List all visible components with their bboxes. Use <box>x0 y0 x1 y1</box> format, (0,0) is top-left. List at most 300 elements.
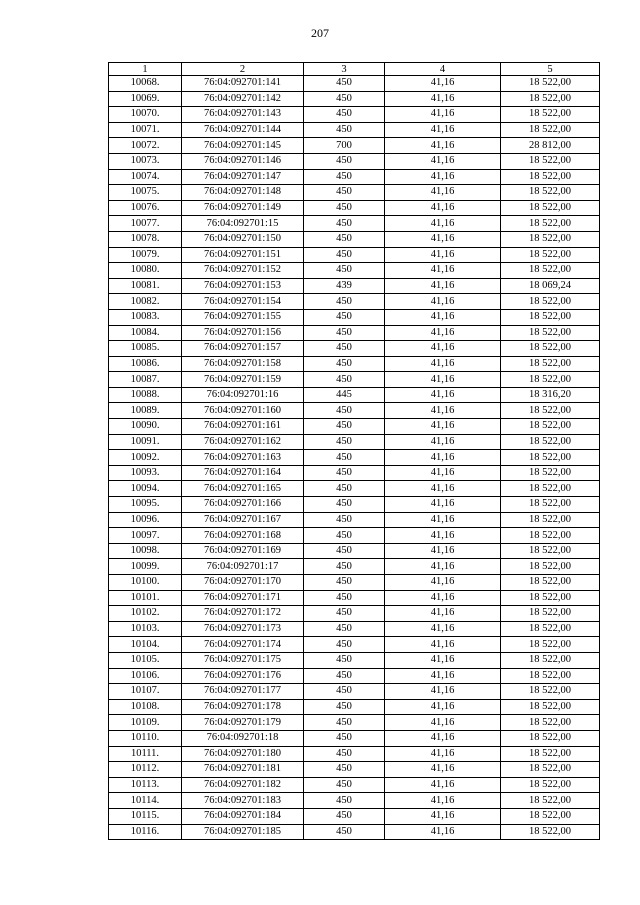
rate-cell: 41,16 <box>385 715 501 731</box>
table-row <box>109 497 600 513</box>
table-row <box>109 715 600 731</box>
amount-cell: 18 522,00 <box>501 419 600 435</box>
row-number-cell: 10101. <box>109 590 182 606</box>
table-row <box>109 699 600 715</box>
amount-cell: 18 522,00 <box>501 652 600 668</box>
rate-cell: 41,16 <box>385 419 501 435</box>
table-header-row <box>109 63 600 76</box>
rate-cell: 41,16 <box>385 403 501 419</box>
cadastral-number-cell: 76:04:092701:172 <box>182 606 304 622</box>
row-number-cell: 10102. <box>109 606 182 622</box>
cadastral-number-cell: 76:04:092701:174 <box>182 637 304 653</box>
area-cell: 450 <box>304 762 385 778</box>
rate-cell: 41,16 <box>385 497 501 513</box>
table-row <box>109 294 600 310</box>
amount-cell: 18 522,00 <box>501 122 600 138</box>
cadastral-number-cell: 76:04:092701:148 <box>182 185 304 201</box>
amount-cell: 18 522,00 <box>501 668 600 684</box>
table-row <box>109 138 600 154</box>
amount-cell: 18 316,20 <box>501 387 600 403</box>
area-cell: 450 <box>304 824 385 840</box>
area-cell: 450 <box>304 808 385 824</box>
amount-cell: 18 522,00 <box>501 762 600 778</box>
rate-cell: 41,16 <box>385 216 501 232</box>
table-row <box>109 122 600 138</box>
area-cell: 450 <box>304 372 385 388</box>
area-cell: 450 <box>304 559 385 575</box>
amount-cell: 18 522,00 <box>501 372 600 388</box>
row-number-cell: 10106. <box>109 668 182 684</box>
cadastral-number-cell: 76:04:092701:164 <box>182 465 304 481</box>
area-cell: 450 <box>304 419 385 435</box>
amount-cell: 18 522,00 <box>501 590 600 606</box>
amount-cell: 18 522,00 <box>501 247 600 263</box>
amount-cell: 18 522,00 <box>501 621 600 637</box>
amount-cell: 18 522,00 <box>501 403 600 419</box>
column-header: 3 <box>304 63 385 76</box>
cadastral-number-cell: 76:04:092701:149 <box>182 200 304 216</box>
amount-cell: 18 522,00 <box>501 824 600 840</box>
row-number-cell: 10077. <box>109 216 182 232</box>
cadastral-number-cell: 76:04:092701:161 <box>182 419 304 435</box>
table-row <box>109 684 600 700</box>
table-row <box>109 107 600 123</box>
amount-cell: 18 522,00 <box>501 481 600 497</box>
rate-cell: 41,16 <box>385 621 501 637</box>
row-number-cell: 10090. <box>109 419 182 435</box>
rate-cell: 41,16 <box>385 372 501 388</box>
area-cell: 450 <box>304 434 385 450</box>
table-row <box>109 403 600 419</box>
table-row <box>109 793 600 809</box>
area-cell: 450 <box>304 153 385 169</box>
area-cell: 450 <box>304 730 385 746</box>
area-cell: 450 <box>304 309 385 325</box>
area-cell: 700 <box>304 138 385 154</box>
area-cell: 450 <box>304 621 385 637</box>
rate-cell: 41,16 <box>385 481 501 497</box>
area-cell: 450 <box>304 590 385 606</box>
area-cell: 450 <box>304 465 385 481</box>
amount-cell: 18 522,00 <box>501 231 600 247</box>
cadastral-number-cell: 76:04:092701:156 <box>182 325 304 341</box>
rate-cell: 41,16 <box>385 512 501 528</box>
row-number-cell: 10070. <box>109 107 182 123</box>
rate-cell: 41,16 <box>385 263 501 279</box>
amount-cell: 18 522,00 <box>501 528 600 544</box>
amount-cell: 18 522,00 <box>501 684 600 700</box>
cadastral-number-cell: 76:04:092701:16 <box>182 387 304 403</box>
row-number-cell: 10096. <box>109 512 182 528</box>
row-number-cell: 10068. <box>109 76 182 92</box>
table-row <box>109 606 600 622</box>
area-cell: 450 <box>304 481 385 497</box>
row-number-cell: 10093. <box>109 465 182 481</box>
row-number-cell: 10080. <box>109 263 182 279</box>
rate-cell: 41,16 <box>385 637 501 653</box>
table-row <box>109 341 600 357</box>
table-row <box>109 247 600 263</box>
rate-cell: 41,16 <box>385 746 501 762</box>
rate-cell: 41,16 <box>385 341 501 357</box>
rate-cell: 41,16 <box>385 309 501 325</box>
amount-cell: 18 522,00 <box>501 325 600 341</box>
area-cell: 450 <box>304 231 385 247</box>
cadastral-number-cell: 76:04:092701:178 <box>182 699 304 715</box>
rate-cell: 41,16 <box>385 138 501 154</box>
amount-cell: 18 522,00 <box>501 341 600 357</box>
rate-cell: 41,16 <box>385 590 501 606</box>
rate-cell: 41,16 <box>385 76 501 92</box>
cadastral-number-cell: 76:04:092701:159 <box>182 372 304 388</box>
area-cell: 450 <box>304 575 385 591</box>
row-number-cell: 10104. <box>109 637 182 653</box>
area-cell: 450 <box>304 668 385 684</box>
rate-cell: 41,16 <box>385 606 501 622</box>
row-number-cell: 10116. <box>109 824 182 840</box>
rate-cell: 41,16 <box>385 185 501 201</box>
cadastral-number-cell: 76:04:092701:170 <box>182 575 304 591</box>
column-header: 4 <box>385 63 501 76</box>
cadastral-number-cell: 76:04:092701:151 <box>182 247 304 263</box>
cadastral-number-cell: 76:04:092701:15 <box>182 216 304 232</box>
amount-cell: 18 522,00 <box>501 91 600 107</box>
rate-cell: 41,16 <box>385 684 501 700</box>
cadastral-number-cell: 76:04:092701:142 <box>182 91 304 107</box>
rate-cell: 41,16 <box>385 153 501 169</box>
cadastral-number-cell: 76:04:092701:157 <box>182 341 304 357</box>
row-number-cell: 10076. <box>109 200 182 216</box>
amount-cell: 18 522,00 <box>501 730 600 746</box>
cadastral-number-cell: 76:04:092701:163 <box>182 450 304 466</box>
rate-cell: 41,16 <box>385 465 501 481</box>
table-row <box>109 216 600 232</box>
amount-cell: 18 522,00 <box>501 200 600 216</box>
row-number-cell: 10114. <box>109 793 182 809</box>
table-row <box>109 76 600 92</box>
row-number-cell: 10097. <box>109 528 182 544</box>
cadastral-number-cell: 76:04:092701:180 <box>182 746 304 762</box>
cadastral-number-cell: 76:04:092701:143 <box>182 107 304 123</box>
row-number-cell: 10111. <box>109 746 182 762</box>
area-cell: 450 <box>304 294 385 310</box>
table-row <box>109 762 600 778</box>
table-row <box>109 512 600 528</box>
table-row <box>109 309 600 325</box>
table-row <box>109 263 600 279</box>
cadastral-number-cell: 76:04:092701:155 <box>182 309 304 325</box>
amount-cell: 18 522,00 <box>501 434 600 450</box>
row-number-cell: 10109. <box>109 715 182 731</box>
amount-cell: 18 522,00 <box>501 793 600 809</box>
row-number-cell: 10112. <box>109 762 182 778</box>
row-number-cell: 10110. <box>109 730 182 746</box>
amount-cell: 18 522,00 <box>501 216 600 232</box>
row-number-cell: 10108. <box>109 699 182 715</box>
row-number-cell: 10075. <box>109 185 182 201</box>
table-row <box>109 185 600 201</box>
cadastral-number-cell: 76:04:092701:162 <box>182 434 304 450</box>
table-row <box>109 169 600 185</box>
table-row <box>109 419 600 435</box>
table-row <box>109 387 600 403</box>
rate-cell: 41,16 <box>385 824 501 840</box>
row-number-cell: 10092. <box>109 450 182 466</box>
area-cell: 450 <box>304 746 385 762</box>
rate-cell: 41,16 <box>385 652 501 668</box>
column-header: 2 <box>182 63 304 76</box>
amount-cell: 18 522,00 <box>501 185 600 201</box>
data-table <box>108 62 600 840</box>
area-cell: 450 <box>304 528 385 544</box>
area-cell: 450 <box>304 793 385 809</box>
row-number-cell: 10100. <box>109 575 182 591</box>
area-cell: 450 <box>304 185 385 201</box>
area-cell: 450 <box>304 450 385 466</box>
rate-cell: 41,16 <box>385 356 501 372</box>
area-cell: 450 <box>304 263 385 279</box>
area-cell: 450 <box>304 684 385 700</box>
table-row <box>109 652 600 668</box>
rate-cell: 41,16 <box>385 543 501 559</box>
row-number-cell: 10083. <box>109 309 182 325</box>
rate-cell: 41,16 <box>385 450 501 466</box>
area-cell: 439 <box>304 278 385 294</box>
area-cell: 450 <box>304 497 385 513</box>
amount-cell: 18 522,00 <box>501 169 600 185</box>
rate-cell: 41,16 <box>385 793 501 809</box>
cadastral-number-cell: 76:04:092701:150 <box>182 231 304 247</box>
rate-cell: 41,16 <box>385 91 501 107</box>
rate-cell: 41,16 <box>385 169 501 185</box>
rate-cell: 41,16 <box>385 122 501 138</box>
cadastral-number-cell: 76:04:092701:18 <box>182 730 304 746</box>
amount-cell: 18 522,00 <box>501 263 600 279</box>
row-number-cell: 10091. <box>109 434 182 450</box>
row-number-cell: 10073. <box>109 153 182 169</box>
rate-cell: 41,16 <box>385 387 501 403</box>
rate-cell: 41,16 <box>385 528 501 544</box>
row-number-cell: 10087. <box>109 372 182 388</box>
amount-cell: 18 522,00 <box>501 777 600 793</box>
amount-cell: 18 522,00 <box>501 107 600 123</box>
amount-cell: 18 069,24 <box>501 278 600 294</box>
table-row <box>109 91 600 107</box>
rate-cell: 41,16 <box>385 808 501 824</box>
table-row <box>109 153 600 169</box>
table-row <box>109 325 600 341</box>
cadastral-number-cell: 76:04:092701:147 <box>182 169 304 185</box>
cadastral-number-cell: 76:04:092701:183 <box>182 793 304 809</box>
cadastral-number-cell: 76:04:092701:166 <box>182 497 304 513</box>
area-cell: 450 <box>304 652 385 668</box>
area-cell: 450 <box>304 91 385 107</box>
rate-cell: 41,16 <box>385 668 501 684</box>
table-row <box>109 824 600 840</box>
area-cell: 450 <box>304 216 385 232</box>
rate-cell: 41,16 <box>385 247 501 263</box>
rate-cell: 41,16 <box>385 231 501 247</box>
cadastral-number-cell: 76:04:092701:165 <box>182 481 304 497</box>
area-cell: 450 <box>304 169 385 185</box>
cadastral-number-cell: 76:04:092701:160 <box>182 403 304 419</box>
cadastral-number-cell: 76:04:092701:185 <box>182 824 304 840</box>
cadastral-number-cell: 76:04:092701:173 <box>182 621 304 637</box>
page-number: 207 <box>311 26 329 40</box>
cadastral-number-cell: 76:04:092701:171 <box>182 590 304 606</box>
amount-cell: 28 812,00 <box>501 138 600 154</box>
cadastral-number-cell: 76:04:092701:182 <box>182 777 304 793</box>
column-header: 5 <box>501 63 600 76</box>
area-cell: 450 <box>304 512 385 528</box>
amount-cell: 18 522,00 <box>501 699 600 715</box>
amount-cell: 18 522,00 <box>501 715 600 731</box>
area-cell: 450 <box>304 107 385 123</box>
table-row <box>109 231 600 247</box>
amount-cell: 18 522,00 <box>501 606 600 622</box>
table-row <box>109 528 600 544</box>
row-number-cell: 10082. <box>109 294 182 310</box>
area-cell: 445 <box>304 387 385 403</box>
table-row <box>109 668 600 684</box>
rate-cell: 41,16 <box>385 278 501 294</box>
row-number-cell: 10115. <box>109 808 182 824</box>
row-number-cell: 10079. <box>109 247 182 263</box>
rate-cell: 41,16 <box>385 325 501 341</box>
area-cell: 450 <box>304 777 385 793</box>
row-number-cell: 10098. <box>109 543 182 559</box>
area-cell: 450 <box>304 325 385 341</box>
column-header: 1 <box>109 63 182 76</box>
row-number-cell: 10084. <box>109 325 182 341</box>
rate-cell: 41,16 <box>385 699 501 715</box>
amount-cell: 18 522,00 <box>501 543 600 559</box>
row-number-cell: 10069. <box>109 91 182 107</box>
table-row <box>109 543 600 559</box>
amount-cell: 18 522,00 <box>501 153 600 169</box>
cadastral-number-cell: 76:04:092701:169 <box>182 543 304 559</box>
area-cell: 450 <box>304 715 385 731</box>
row-number-cell: 10089. <box>109 403 182 419</box>
cadastral-number-cell: 76:04:092701:145 <box>182 138 304 154</box>
amount-cell: 18 522,00 <box>501 746 600 762</box>
cadastral-number-cell: 76:04:092701:179 <box>182 715 304 731</box>
table-row <box>109 590 600 606</box>
cadastral-number-cell: 76:04:092701:167 <box>182 512 304 528</box>
row-number-cell: 10107. <box>109 684 182 700</box>
table-row <box>109 559 600 575</box>
row-number-cell: 10099. <box>109 559 182 575</box>
area-cell: 450 <box>304 637 385 653</box>
row-number-cell: 10071. <box>109 122 182 138</box>
row-number-cell: 10113. <box>109 777 182 793</box>
area-cell: 450 <box>304 200 385 216</box>
rate-cell: 41,16 <box>385 730 501 746</box>
row-number-cell: 10074. <box>109 169 182 185</box>
rate-cell: 41,16 <box>385 575 501 591</box>
area-cell: 450 <box>304 699 385 715</box>
row-number-cell: 10105. <box>109 652 182 668</box>
area-cell: 450 <box>304 247 385 263</box>
cadastral-number-cell: 76:04:092701:168 <box>182 528 304 544</box>
cadastral-number-cell: 76:04:092701:176 <box>182 668 304 684</box>
table-row <box>109 808 600 824</box>
amount-cell: 18 522,00 <box>501 294 600 310</box>
table-row <box>109 575 600 591</box>
area-cell: 450 <box>304 341 385 357</box>
rate-cell: 41,16 <box>385 107 501 123</box>
row-number-cell: 10072. <box>109 138 182 154</box>
table-row <box>109 621 600 637</box>
cadastral-number-cell: 76:04:092701:146 <box>182 153 304 169</box>
cadastral-number-cell: 76:04:092701:177 <box>182 684 304 700</box>
table-row <box>109 278 600 294</box>
rate-cell: 41,16 <box>385 434 501 450</box>
amount-cell: 18 522,00 <box>501 76 600 92</box>
area-cell: 450 <box>304 543 385 559</box>
amount-cell: 18 522,00 <box>501 808 600 824</box>
cadastral-number-cell: 76:04:092701:175 <box>182 652 304 668</box>
cadastral-number-cell: 76:04:092701:184 <box>182 808 304 824</box>
cadastral-number-cell: 76:04:092701:152 <box>182 263 304 279</box>
amount-cell: 18 522,00 <box>501 450 600 466</box>
cadastral-number-cell: 76:04:092701:181 <box>182 762 304 778</box>
amount-cell: 18 522,00 <box>501 356 600 372</box>
table-body <box>109 63 600 840</box>
cadastral-number-cell: 76:04:092701:158 <box>182 356 304 372</box>
row-number-cell: 10094. <box>109 481 182 497</box>
rate-cell: 41,16 <box>385 777 501 793</box>
row-number-cell: 10088. <box>109 387 182 403</box>
rate-cell: 41,16 <box>385 294 501 310</box>
table-row <box>109 372 600 388</box>
cadastral-number-cell: 76:04:092701:144 <box>182 122 304 138</box>
table-row <box>109 434 600 450</box>
table-row <box>109 450 600 466</box>
cadastral-number-cell: 76:04:092701:141 <box>182 76 304 92</box>
amount-cell: 18 522,00 <box>501 559 600 575</box>
rate-cell: 41,16 <box>385 559 501 575</box>
rate-cell: 41,16 <box>385 200 501 216</box>
area-cell: 450 <box>304 356 385 372</box>
row-number-cell: 10085. <box>109 341 182 357</box>
row-number-cell: 10095. <box>109 497 182 513</box>
table-row <box>109 730 600 746</box>
area-cell: 450 <box>304 122 385 138</box>
row-number-cell: 10078. <box>109 231 182 247</box>
area-cell: 450 <box>304 403 385 419</box>
cadastral-number-cell: 76:04:092701:17 <box>182 559 304 575</box>
area-cell: 450 <box>304 606 385 622</box>
row-number-cell: 10081. <box>109 278 182 294</box>
cadastral-number-cell: 76:04:092701:154 <box>182 294 304 310</box>
table-row <box>109 200 600 216</box>
amount-cell: 18 522,00 <box>501 309 600 325</box>
table-row <box>109 746 600 762</box>
table-row <box>109 637 600 653</box>
table-row <box>109 465 600 481</box>
table-row <box>109 481 600 497</box>
amount-cell: 18 522,00 <box>501 465 600 481</box>
cadastral-number-cell: 76:04:092701:153 <box>182 278 304 294</box>
table-row <box>109 777 600 793</box>
rate-cell: 41,16 <box>385 762 501 778</box>
amount-cell: 18 522,00 <box>501 497 600 513</box>
table-row <box>109 356 600 372</box>
amount-cell: 18 522,00 <box>501 512 600 528</box>
amount-cell: 18 522,00 <box>501 637 600 653</box>
area-cell: 450 <box>304 76 385 92</box>
